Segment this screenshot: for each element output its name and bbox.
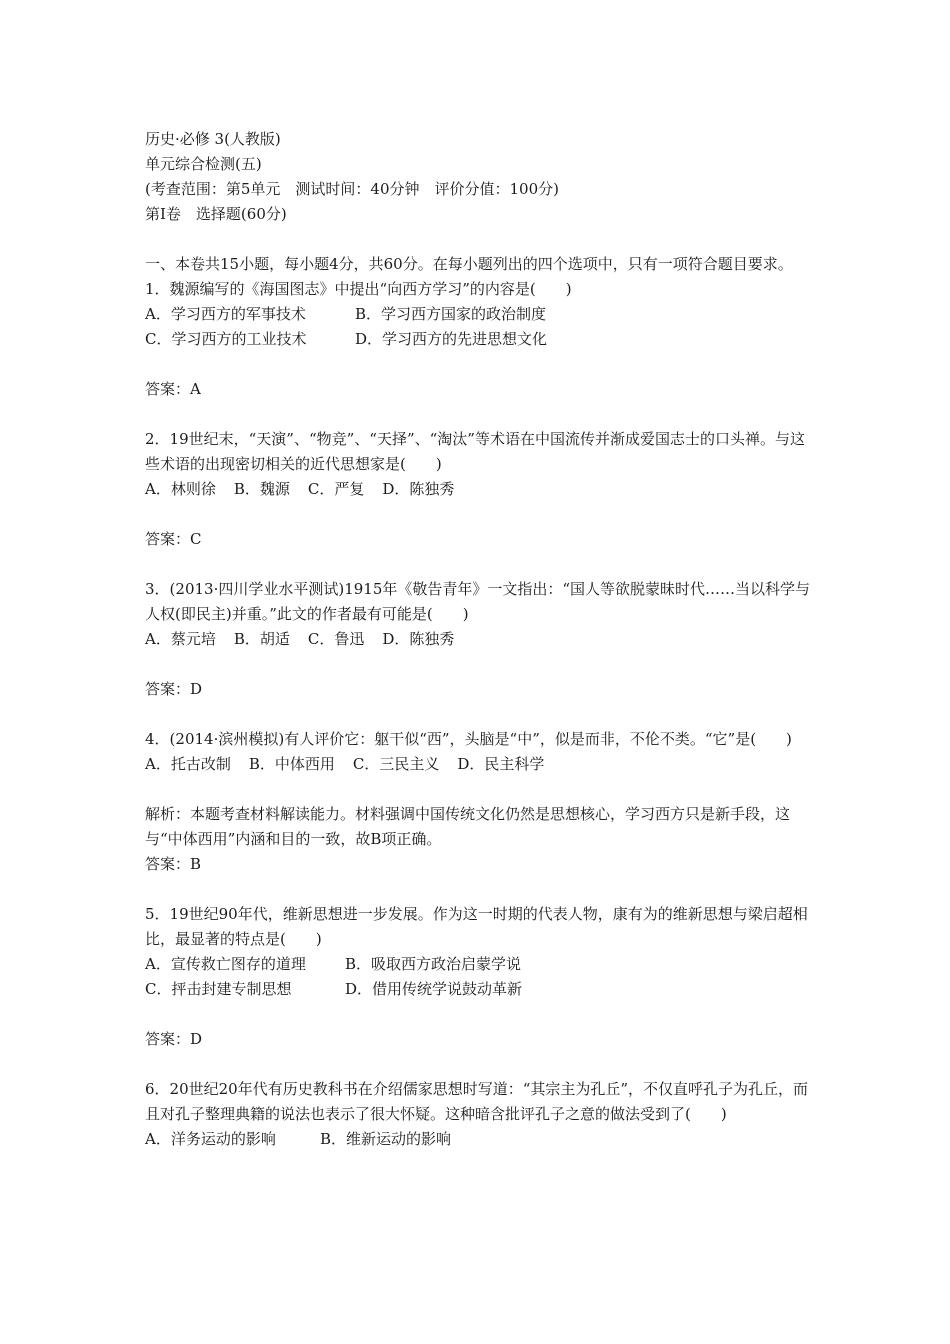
question-2-options — [145, 477, 815, 502]
question-2-stem: 2．19世纪末，“天演”、“物竞”、“天择”、“淘汰”等术语在中国流传并渐成爱国志士的口头禅。与这些术语的出现密切相关的近代思想家是( ) — [145, 430, 805, 473]
question-2-option-c: C．严复 — [307, 480, 365, 498]
question-5-option-c: C．抨击封建专制思想 — [145, 980, 292, 998]
question-6-option-a: A．洋务运动的影响 — [145, 1130, 276, 1148]
spacer — [145, 352, 815, 377]
question-6-option-b: B．维新运动的影响 — [320, 1130, 452, 1148]
question-2-option-a: A．林则徐 — [145, 480, 216, 498]
question-5-option-b: B．吸取西方政治启蒙学说 — [345, 955, 522, 973]
question-4-options — [145, 752, 815, 777]
question-3-answer: 答案：D — [145, 680, 203, 698]
spacer — [145, 702, 815, 727]
question-1-options-row2 — [145, 327, 815, 352]
question-4-stem: 4．(2014·滨州模拟)有人评价它：躯干似“西”，头脑是“中”，似是而非，不伦不类。“它”是( ) — [145, 730, 792, 748]
question-4-option-d: D．民主科学 — [457, 755, 545, 773]
question-5-options-row1 — [145, 952, 815, 977]
spacer — [145, 402, 815, 427]
question-4-answer: 答案：B — [145, 855, 202, 873]
exam-document — [145, 127, 815, 1152]
doc-subject: 历史·必修 3(人教版) — [145, 130, 281, 148]
question-1-option-c: C．学习西方的工业技术 — [145, 330, 307, 348]
spacer — [145, 1052, 815, 1077]
question-4-option-c: C．三民主义 — [352, 755, 440, 773]
question-5-answer: 答案：D — [145, 1030, 203, 1048]
question-1-option-a: A．学习西方的军事技术 — [145, 305, 306, 323]
instructions: 一、本卷共15小题，每小题4分，共60分。在每小题列出的四个选项中，只有一项符合题目要求。 — [145, 255, 793, 273]
question-6-stem: 6．20世纪20年代有历史教科书在介绍儒家思想时写道：“其宗主为孔丘”，不仅直呼孔子为孔丘，而且对孔子整理典籍的说法也表示了很大怀疑。这种暗含批评孔子之意的做法受到了( ) — [145, 1080, 809, 1123]
question-2-option-d: D．陈独秀 — [382, 480, 455, 498]
spacer — [145, 777, 815, 802]
question-5-stem: 5．19世纪90年代，维新思想进一步发展。作为这一时期的代表人物，康有为的维新思想与梁启超相比，最显著的特点是( ) — [145, 905, 808, 948]
question-3-stem: 3．(2013·四川学业水平测试)1915年《敬告青年》一文指出：“国人等欲脱蒙昧时代……当以科学与人权(即民主)并重。”此文的作者最有可能是( ) — [145, 580, 811, 623]
question-5-option-d: D．借用传统学说鼓动革新 — [345, 980, 523, 998]
question-1-answer: 答案：A — [145, 380, 201, 398]
question-4-analysis: 解析：本题考查材料解读能力。材料强调中国传统文化仍然是思想核心，学习西方只是新手段，这与“中体西用”内涵和目的一致，故B项正确。 — [145, 805, 791, 848]
spacer — [145, 502, 815, 527]
question-4-option-a: A．托古改制 — [145, 755, 231, 773]
question-1-stem: 1．魏源编写的《海国图志》中提出“向西方学习”的内容是( ) — [145, 280, 572, 298]
spacer — [145, 652, 815, 677]
question-3-option-a: A．蔡元培 — [145, 630, 216, 648]
question-5-option-a: A．宣传救亡图存的道理 — [145, 955, 306, 973]
doc-scope: (考查范围：第5单元 测试时间：40分钟 评价分值：100分) — [145, 180, 559, 198]
spacer — [145, 552, 815, 577]
section-title: 第Ⅰ卷 选择题(60分) — [145, 205, 287, 223]
spacer — [145, 877, 815, 902]
question-3-option-c: C．鲁迅 — [307, 630, 365, 648]
question-1-option-d: D．学习西方的先进思想文化 — [355, 330, 548, 348]
doc-title: 单元综合检测(五) — [145, 155, 262, 173]
question-3-option-d: D．陈独秀 — [382, 630, 455, 648]
question-1-option-b: B．学习西方国家的政治制度 — [355, 305, 547, 323]
question-6-options-row1 — [145, 1127, 815, 1152]
question-2-option-b: B．魏源 — [233, 480, 290, 498]
spacer — [145, 1002, 815, 1027]
question-5-options-row2 — [145, 977, 815, 1002]
question-4-option-b: B．中体西用 — [248, 755, 335, 773]
question-2-answer: 答案：C — [145, 530, 202, 548]
spacer — [145, 227, 815, 252]
question-1-options-row1 — [145, 302, 815, 327]
question-3-option-b: B．胡适 — [233, 630, 290, 648]
question-3-options — [145, 627, 815, 652]
